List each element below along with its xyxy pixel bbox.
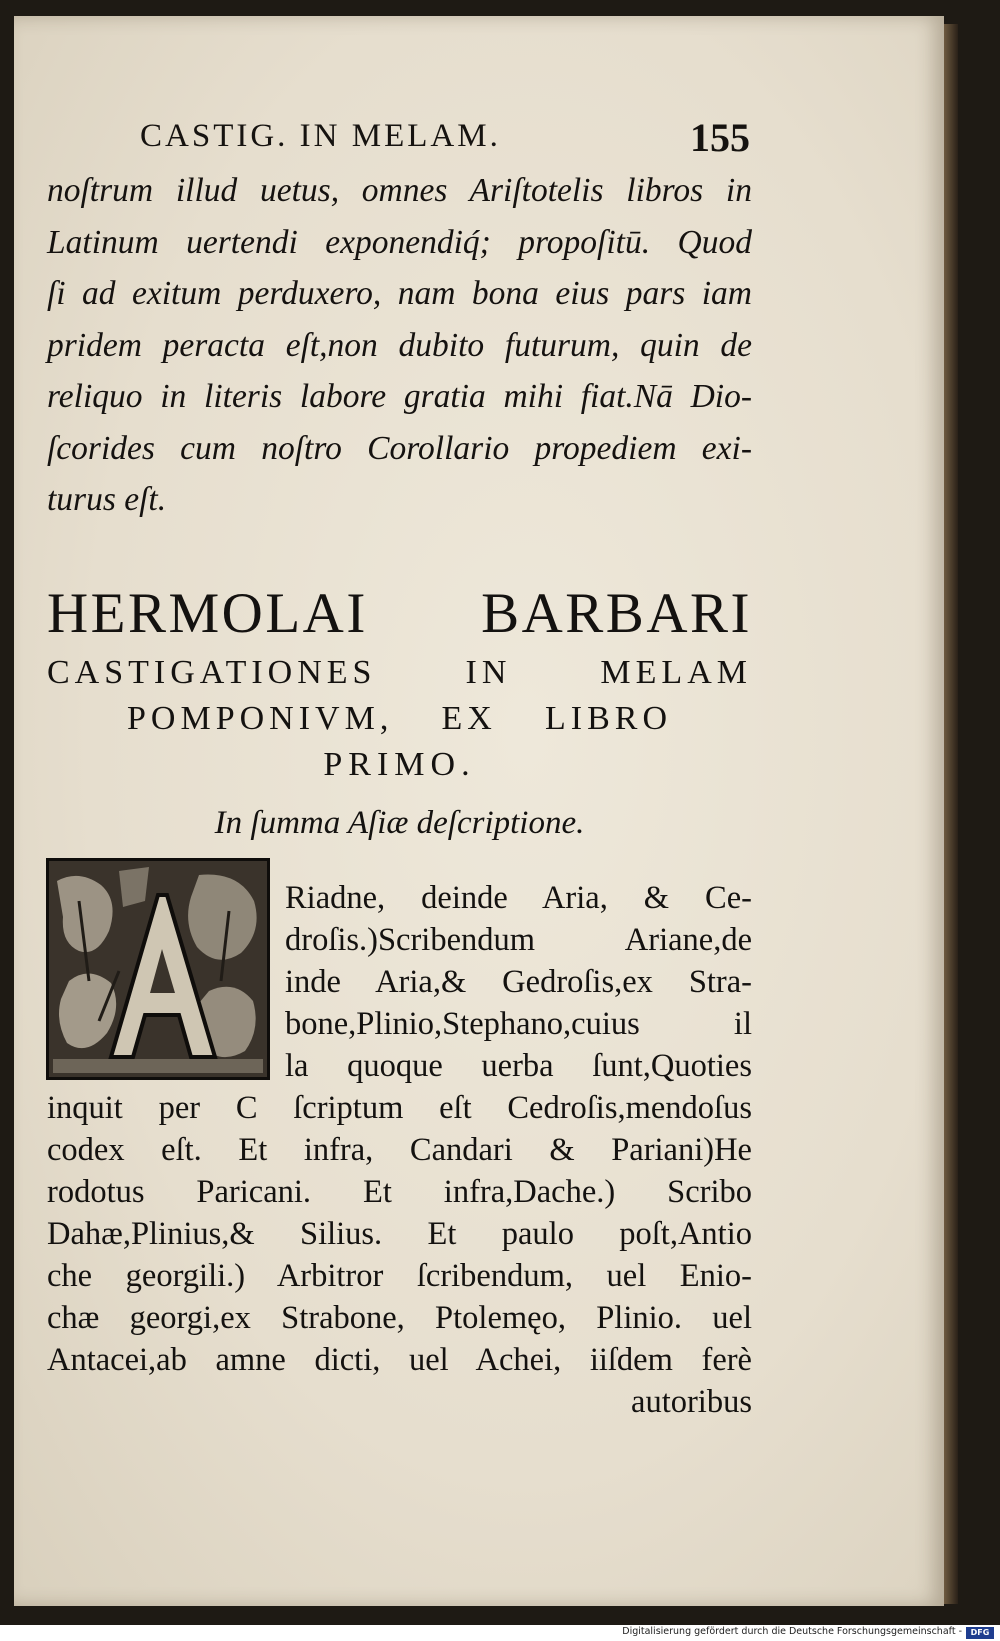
subheading-line: PRIMO. — [323, 746, 476, 783]
page-edge — [944, 24, 958, 1604]
catchword: autoribus — [631, 1384, 752, 1420]
body-line: la quoque uerba ſunt,Quoties — [285, 1048, 752, 1084]
dfg-logo-icon: DFG — [966, 1627, 994, 1639]
intro-line: ſcorides cum noſtro Corollario propediem exi- — [47, 429, 752, 467]
body-line: bone,Plinio,Stephano,cuius il — [285, 1006, 752, 1042]
intro-line: pridem peracta eſt,non dubito futurum, quin de — [47, 326, 752, 364]
body-line: inde Aria,& Gedroſis,ex Stra- — [285, 964, 752, 1000]
body-line: droſis.)Scribendum Ariane,de — [285, 922, 752, 958]
body-line: che georgili.) Arbitror ſcribendum, uel Enio- — [47, 1258, 752, 1294]
body-line: codex eſt. Et infra, Candari & Pariani)He — [47, 1132, 752, 1168]
intro-line: ſi ad exitum perduxero, nam bona eius pars iam — [47, 275, 752, 312]
intro-line: noſtrum illud uetus, omnes Ariſtotelis libros in — [47, 172, 752, 209]
subheading-line: POMPONIVM, EX LIBRO — [127, 700, 672, 737]
intro-line: turus eſt. — [47, 481, 167, 518]
chapter-subheading — [47, 650, 752, 788]
body-line: Dahæ,Plinius,& Silius. Et paulo poſt,Antio — [47, 1216, 752, 1252]
intro-line: reliquo in literis labore gratia mihi fiat.Nā Dio- — [47, 378, 752, 415]
page-number: 155 — [690, 115, 750, 160]
subheading-line: CASTIGATIONES IN MELAM — [47, 654, 752, 691]
body-line: Riadne, deinde Aria, & Ce- — [285, 880, 752, 916]
funding-credit: Digitalisierung gefördert durch die Deutsche Forschungsgemeinschaft - — [622, 1626, 962, 1637]
chapter-heading: HERMOLAI BARBARI — [47, 582, 752, 645]
running-title: CASTIG. IN MELAM. — [140, 118, 501, 154]
body-line: inquit per C ſcriptum eſt Cedroſis,mendoſus — [47, 1090, 752, 1126]
body-line: Antacei,ab amne dicti, uel Achei, iiſdem ferè — [47, 1342, 752, 1378]
intro-line: Latinum uertendi exponendiq́; propoſitū. Quod — [47, 223, 752, 261]
body-line: chæ georgi,ex Strabone, Ptolemęo, Plinio. uel — [47, 1300, 752, 1336]
section-title: In ſumma Aſiæ deſcriptione. — [214, 805, 585, 841]
body-line: rodotus Paricani. Et infra,Dache.) Scribo — [47, 1174, 752, 1210]
intro-paragraph — [47, 165, 752, 526]
running-head — [140, 114, 750, 164]
body-paragraph — [47, 877, 752, 1423]
